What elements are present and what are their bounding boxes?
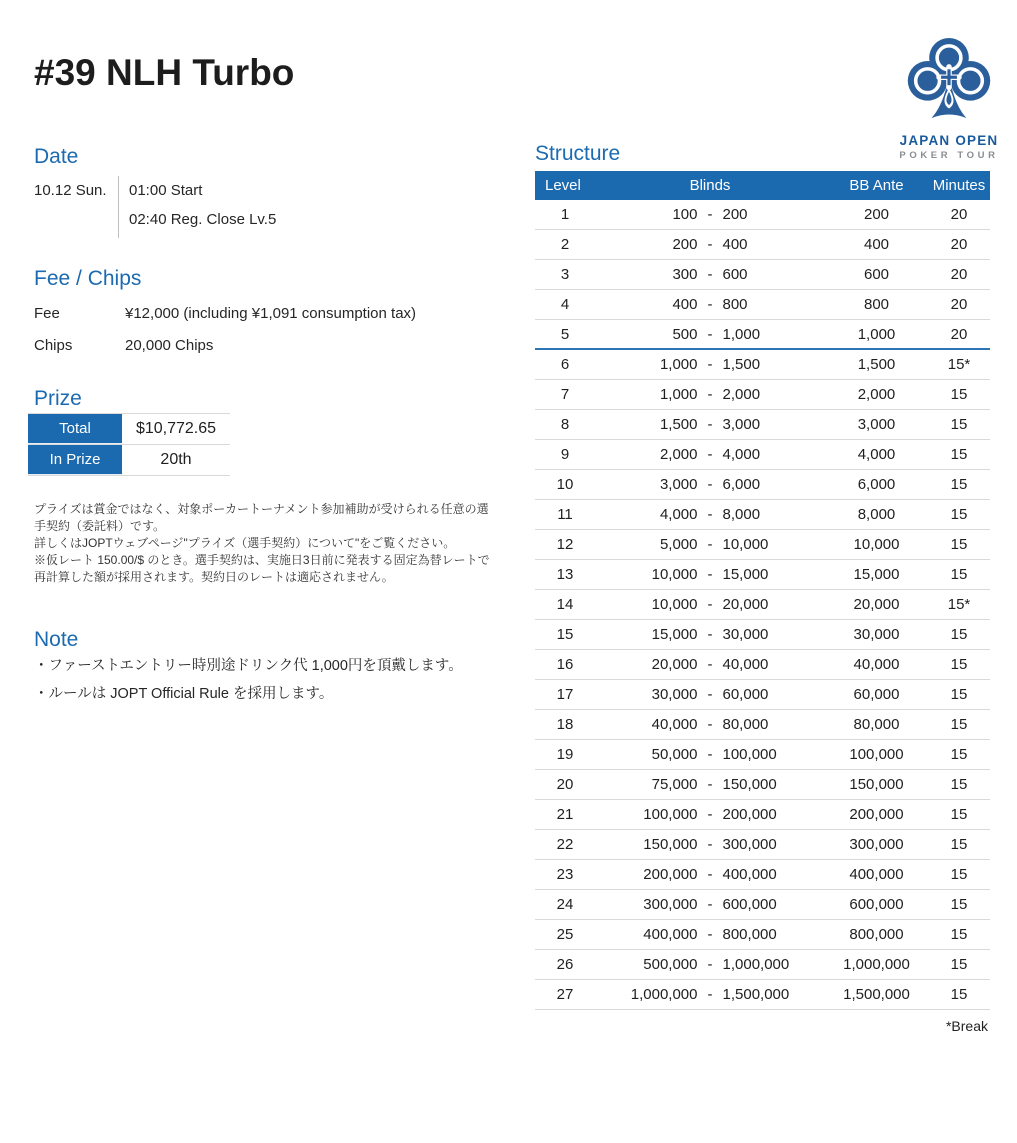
bb-ante-cell: 400,000 bbox=[849, 866, 904, 883]
structure-row-level-7 bbox=[535, 380, 990, 410]
small-blind-value: 50,000 bbox=[651, 746, 698, 763]
page-title: #39 NLH Turbo bbox=[34, 52, 295, 93]
small-blind-value: 4,000 bbox=[659, 506, 698, 523]
blinds-dash: - bbox=[707, 296, 713, 313]
level-cell: 23 bbox=[556, 866, 574, 883]
column-header-level: Level bbox=[545, 177, 581, 194]
small-blind-value: 5,000 bbox=[659, 536, 698, 553]
minutes-cell: 15 bbox=[950, 716, 968, 733]
blinds-dash: - bbox=[707, 566, 713, 583]
structure-row-level-18 bbox=[535, 710, 990, 740]
minutes-cell: 15* bbox=[947, 596, 971, 613]
level-cell: 13 bbox=[556, 566, 574, 583]
prize-total-label: Total bbox=[28, 414, 122, 444]
structure-row-level-19 bbox=[535, 740, 990, 770]
big-blind-value: 8,000 bbox=[722, 506, 761, 523]
small-blind-value: 200 bbox=[672, 236, 698, 253]
blinds-cell bbox=[595, 830, 825, 859]
chips-label: Chips bbox=[34, 337, 73, 354]
blinds-cell bbox=[595, 740, 825, 769]
small-blind-value: 1,000 bbox=[659, 356, 698, 373]
blinds-dash: - bbox=[707, 596, 713, 613]
structure-row-level-3 bbox=[535, 260, 990, 290]
structure-table bbox=[535, 171, 990, 1010]
level-cell: 14 bbox=[556, 596, 574, 613]
level-cell: 15 bbox=[556, 626, 574, 643]
structure-row-level-8 bbox=[535, 410, 990, 440]
blinds-cell bbox=[595, 290, 825, 319]
bb-ante-cell: 8,000 bbox=[857, 506, 896, 523]
structure-row-level-11 bbox=[535, 500, 990, 530]
blinds-cell bbox=[595, 470, 825, 499]
jopt-logo bbox=[889, 34, 1009, 161]
prize-total-row bbox=[28, 413, 230, 444]
level-cell: 2 bbox=[560, 236, 570, 253]
level-cell: 22 bbox=[556, 836, 574, 853]
date-section bbox=[34, 146, 334, 240]
small-blind-value: 30,000 bbox=[651, 686, 698, 703]
bb-ante-cell: 800,000 bbox=[849, 926, 904, 943]
structure-row-level-9 bbox=[535, 440, 990, 470]
fee-row bbox=[34, 305, 494, 322]
prize-inprize-row bbox=[28, 444, 230, 475]
bb-ante-cell: 6,000 bbox=[857, 476, 896, 493]
minutes-cell: 20 bbox=[950, 236, 968, 253]
note-heading: Note bbox=[34, 628, 79, 651]
bb-ante-cell: 40,000 bbox=[853, 656, 900, 673]
level-cell: 17 bbox=[556, 686, 574, 703]
bb-ante-cell: 1,000,000 bbox=[843, 956, 910, 973]
level-cell: 26 bbox=[556, 956, 574, 973]
blinds-cell bbox=[595, 620, 825, 649]
blinds-cell bbox=[595, 320, 825, 348]
small-blind-value: 100,000 bbox=[643, 806, 698, 823]
small-blind-value: 10,000 bbox=[651, 566, 698, 583]
small-blind-value: 150,000 bbox=[643, 836, 698, 853]
structure-row-level-14 bbox=[535, 590, 990, 620]
blinds-dash: - bbox=[707, 446, 713, 463]
small-blind-value: 300 bbox=[672, 266, 698, 283]
blinds-cell bbox=[595, 200, 825, 229]
blinds-dash: - bbox=[707, 356, 713, 373]
blinds-cell bbox=[595, 260, 825, 289]
column-header-minutes: Minutes bbox=[932, 177, 986, 194]
small-blind-value: 3,000 bbox=[659, 476, 698, 493]
structure-row-level-13 bbox=[535, 560, 990, 590]
structure-table-header bbox=[535, 171, 990, 200]
minutes-cell: 20 bbox=[950, 326, 968, 343]
minutes-cell: 15 bbox=[950, 476, 968, 493]
club-logo-icon bbox=[901, 34, 997, 126]
prize-section bbox=[34, 387, 217, 468]
big-blind-value: 150,000 bbox=[722, 776, 777, 793]
blinds-dash: - bbox=[707, 236, 713, 253]
structure-row-level-25 bbox=[535, 920, 990, 950]
blinds-cell bbox=[595, 800, 825, 829]
structure-row-level-2 bbox=[535, 230, 990, 260]
big-blind-value: 3,000 bbox=[722, 416, 761, 433]
structure-row-level-22 bbox=[535, 830, 990, 860]
level-cell: 8 bbox=[560, 416, 570, 433]
minutes-cell: 15 bbox=[950, 926, 968, 943]
small-blind-value: 1,500 bbox=[659, 416, 698, 433]
blinds-cell bbox=[595, 860, 825, 889]
level-cell: 25 bbox=[556, 926, 574, 943]
small-blind-value: 300,000 bbox=[643, 896, 698, 913]
minutes-cell: 20 bbox=[950, 266, 968, 283]
blinds-cell bbox=[595, 530, 825, 559]
big-blind-value: 4,000 bbox=[722, 446, 761, 463]
bb-ante-cell: 1,500 bbox=[857, 356, 896, 373]
big-blind-value: 10,000 bbox=[722, 536, 769, 553]
structure-row-level-16 bbox=[535, 650, 990, 680]
column-header-blinds: Blinds bbox=[689, 177, 731, 194]
structure-section bbox=[535, 143, 990, 1034]
disclaimer-paragraph-3: ※仮レート 150.00/$ のとき。選手契約は、実施日3日前に発表する固定為替レートで再計算した額が採用されます。契約日のレートは適応されません。 bbox=[34, 553, 490, 584]
level-cell: 27 bbox=[556, 986, 574, 1003]
bb-ante-cell: 20,000 bbox=[853, 596, 900, 613]
bb-ante-cell: 100,000 bbox=[849, 746, 904, 763]
structure-row-level-24 bbox=[535, 890, 990, 920]
structure-row-level-10 bbox=[535, 470, 990, 500]
minutes-cell: 15 bbox=[950, 626, 968, 643]
level-cell: 6 bbox=[560, 356, 570, 373]
small-blind-value: 2,000 bbox=[659, 446, 698, 463]
minutes-cell: 15 bbox=[950, 836, 968, 853]
column-header-bb-ante: BB Ante bbox=[849, 177, 904, 194]
prize-total-value: $10,772.65 bbox=[135, 420, 217, 437]
blinds-cell bbox=[595, 350, 825, 379]
big-blind-value: 1,500 bbox=[722, 356, 761, 373]
blinds-cell bbox=[595, 950, 825, 979]
blinds-cell bbox=[595, 890, 825, 919]
blinds-dash: - bbox=[707, 896, 713, 913]
bb-ante-cell: 15,000 bbox=[853, 566, 900, 583]
structure-table-body bbox=[535, 200, 990, 1010]
blinds-cell bbox=[595, 560, 825, 589]
blinds-dash: - bbox=[707, 416, 713, 433]
structure-row-level-17 bbox=[535, 680, 990, 710]
structure-row-level-20 bbox=[535, 770, 990, 800]
small-blind-value: 500,000 bbox=[643, 956, 698, 973]
structure-row-level-1 bbox=[535, 200, 990, 230]
small-blind-value: 200,000 bbox=[643, 866, 698, 883]
blinds-cell bbox=[595, 500, 825, 529]
chips-row bbox=[34, 337, 494, 354]
big-blind-value: 6,000 bbox=[722, 476, 761, 493]
minutes-cell: 15 bbox=[950, 446, 968, 463]
fee-chips-heading: Fee / Chips bbox=[34, 267, 142, 290]
minutes-cell: 15 bbox=[950, 746, 968, 763]
big-blind-value: 60,000 bbox=[722, 686, 769, 703]
blinds-cell bbox=[595, 680, 825, 709]
level-cell: 12 bbox=[556, 536, 574, 553]
blinds-dash: - bbox=[707, 746, 713, 763]
small-blind-value: 1,000,000 bbox=[630, 986, 698, 1003]
minutes-cell: 15 bbox=[950, 386, 968, 403]
bb-ante-cell: 200,000 bbox=[849, 806, 904, 823]
blinds-dash: - bbox=[707, 776, 713, 793]
level-cell: 10 bbox=[556, 476, 574, 493]
small-blind-value: 400,000 bbox=[643, 926, 698, 943]
big-blind-value: 100,000 bbox=[722, 746, 777, 763]
bb-ante-cell: 1,000 bbox=[857, 326, 896, 343]
blinds-dash: - bbox=[707, 866, 713, 883]
level-cell: 4 bbox=[560, 296, 570, 313]
bb-ante-cell: 4,000 bbox=[857, 446, 896, 463]
big-blind-value: 200,000 bbox=[722, 806, 777, 823]
minutes-cell: 15 bbox=[950, 656, 968, 673]
prize-table bbox=[28, 413, 230, 476]
big-blind-value: 80,000 bbox=[722, 716, 769, 733]
blinds-dash: - bbox=[707, 266, 713, 283]
logo-text-poker-tour: POKER TOUR bbox=[899, 150, 999, 161]
level-cell: 19 bbox=[556, 746, 574, 763]
blinds-cell bbox=[595, 770, 825, 799]
prize-inprize-value: 20th bbox=[160, 451, 192, 468]
blinds-dash: - bbox=[707, 626, 713, 643]
disclaimer-paragraph-1: プライズは賞金ではなく、対象ポーカートーナメント参加補助が受けられる任意の選手契約（委託料）です。 bbox=[34, 502, 489, 533]
level-cell: 18 bbox=[556, 716, 574, 733]
chips-value: 20,000 Chips bbox=[125, 337, 214, 354]
bb-ante-cell: 400 bbox=[863, 236, 890, 253]
minutes-cell: 15 bbox=[950, 896, 968, 913]
bb-ante-cell: 10,000 bbox=[853, 536, 900, 553]
blinds-dash: - bbox=[707, 986, 713, 1003]
small-blind-value: 10,000 bbox=[651, 596, 698, 613]
blinds-dash: - bbox=[707, 956, 713, 973]
bb-ante-cell: 200 bbox=[863, 206, 890, 223]
date-heading: Date bbox=[34, 145, 79, 168]
logo-text-japan-open: JAPAN OPEN bbox=[899, 133, 999, 148]
bb-ante-cell: 300,000 bbox=[849, 836, 904, 853]
bb-ante-cell: 600,000 bbox=[849, 896, 904, 913]
reg-close-time: 02:40 Reg. Close Lv.5 bbox=[129, 211, 277, 228]
bb-ante-cell: 150,000 bbox=[849, 776, 904, 793]
structure-row-level-27 bbox=[535, 980, 990, 1010]
big-blind-value: 200 bbox=[722, 206, 748, 223]
minutes-cell: 15 bbox=[950, 956, 968, 973]
blinds-cell bbox=[595, 230, 825, 259]
prize-disclaimer bbox=[34, 501, 492, 586]
minutes-cell: 15 bbox=[950, 536, 968, 553]
small-blind-value: 20,000 bbox=[651, 656, 698, 673]
big-blind-value: 1,500,000 bbox=[722, 986, 790, 1003]
bb-ante-cell: 30,000 bbox=[853, 626, 900, 643]
structure-row-level-5 bbox=[535, 320, 990, 350]
structure-row-level-26 bbox=[535, 950, 990, 980]
level-cell: 3 bbox=[560, 266, 570, 283]
structure-heading: Structure bbox=[535, 142, 621, 165]
bb-ante-cell: 600 bbox=[863, 266, 890, 283]
big-blind-value: 1,000 bbox=[722, 326, 761, 343]
big-blind-value: 400,000 bbox=[722, 866, 777, 883]
big-blind-value: 40,000 bbox=[722, 656, 769, 673]
note-item-drink: ・ファーストエントリー時別途ドリンク代 1,000円を頂戴します。 bbox=[34, 658, 463, 674]
level-cell: 7 bbox=[560, 386, 570, 403]
minutes-cell: 15 bbox=[950, 866, 968, 883]
blinds-dash: - bbox=[707, 806, 713, 823]
bb-ante-cell: 60,000 bbox=[853, 686, 900, 703]
small-blind-value: 75,000 bbox=[651, 776, 698, 793]
blinds-cell bbox=[595, 980, 825, 1009]
bb-ante-cell: 800 bbox=[863, 296, 890, 313]
bb-ante-cell: 1,500,000 bbox=[843, 986, 910, 1003]
minutes-cell: 15* bbox=[947, 356, 971, 373]
blinds-cell bbox=[595, 410, 825, 439]
big-blind-value: 800,000 bbox=[722, 926, 777, 943]
minutes-cell: 15 bbox=[950, 986, 968, 1003]
big-blind-value: 1,000,000 bbox=[722, 956, 790, 973]
blinds-dash: - bbox=[707, 536, 713, 553]
small-blind-value: 15,000 bbox=[651, 626, 698, 643]
big-blind-value: 400 bbox=[722, 236, 748, 253]
prize-heading: Prize bbox=[34, 387, 82, 410]
level-cell: 20 bbox=[556, 776, 574, 793]
big-blind-value: 600,000 bbox=[722, 896, 777, 913]
big-blind-value: 800 bbox=[722, 296, 748, 313]
note-section bbox=[34, 629, 494, 707]
structure-row-level-15 bbox=[535, 620, 990, 650]
small-blind-value: 500 bbox=[672, 326, 698, 343]
start-time: 01:00 Start bbox=[129, 182, 203, 199]
blinds-cell bbox=[595, 440, 825, 469]
structure-row-level-21 bbox=[535, 800, 990, 830]
minutes-cell: 15 bbox=[950, 566, 968, 583]
minutes-cell: 15 bbox=[950, 416, 968, 433]
blinds-dash: - bbox=[707, 206, 713, 223]
blinds-cell bbox=[595, 710, 825, 739]
date-value: 10.12 Sun. bbox=[34, 182, 107, 199]
blinds-cell bbox=[595, 590, 825, 619]
blinds-dash: - bbox=[707, 476, 713, 493]
structure-row-level-23 bbox=[535, 860, 990, 890]
bb-ante-cell: 80,000 bbox=[853, 716, 900, 733]
level-cell: 5 bbox=[560, 326, 570, 343]
small-blind-value: 100 bbox=[672, 206, 698, 223]
big-blind-value: 30,000 bbox=[722, 626, 769, 643]
minutes-cell: 15 bbox=[950, 776, 968, 793]
blinds-dash: - bbox=[707, 686, 713, 703]
big-blind-value: 20,000 bbox=[722, 596, 769, 613]
structure-row-level-12 bbox=[535, 530, 990, 560]
big-blind-value: 15,000 bbox=[722, 566, 769, 583]
fee-chips-section bbox=[34, 268, 494, 354]
blinds-dash: - bbox=[707, 656, 713, 673]
blinds-dash: - bbox=[707, 716, 713, 733]
blinds-dash: - bbox=[707, 386, 713, 403]
blinds-dash: - bbox=[707, 506, 713, 523]
level-cell: 16 bbox=[556, 656, 574, 673]
blinds-cell bbox=[595, 650, 825, 679]
small-blind-value: 400 bbox=[672, 296, 698, 313]
break-footnote: *Break bbox=[945, 1018, 988, 1034]
structure-row-level-4 bbox=[535, 290, 990, 320]
minutes-cell: 20 bbox=[950, 206, 968, 223]
small-blind-value: 40,000 bbox=[651, 716, 698, 733]
level-cell: 1 bbox=[560, 206, 570, 223]
small-blind-value: 1,000 bbox=[659, 386, 698, 403]
prize-inprize-label: In Prize bbox=[28, 445, 122, 475]
minutes-cell: 15 bbox=[950, 686, 968, 703]
minutes-cell: 20 bbox=[950, 296, 968, 313]
level-cell: 9 bbox=[560, 446, 570, 463]
note-item-rule: ・ルールは JOPT Official Rule を採用します。 bbox=[34, 686, 334, 702]
fee-value: ¥12,000 (including ¥1,091 consumption tax) bbox=[125, 305, 417, 322]
big-blind-value: 300,000 bbox=[722, 836, 777, 853]
disclaimer-paragraph-2: 詳しくはJOPTウェブページ"プライズ（選手契約）について"をご覧ください。 bbox=[34, 536, 456, 550]
blinds-dash: - bbox=[707, 326, 713, 343]
level-cell: 11 bbox=[557, 506, 573, 523]
big-blind-value: 2,000 bbox=[722, 386, 761, 403]
blinds-dash: - bbox=[707, 836, 713, 853]
structure-row-level-6 bbox=[535, 350, 990, 380]
bb-ante-cell: 2,000 bbox=[857, 386, 896, 403]
minutes-cell: 15 bbox=[950, 506, 968, 523]
big-blind-value: 600 bbox=[722, 266, 748, 283]
bb-ante-cell: 3,000 bbox=[857, 416, 896, 433]
level-cell: 21 bbox=[556, 806, 574, 823]
fee-label: Fee bbox=[34, 305, 60, 322]
blinds-dash: - bbox=[707, 926, 713, 943]
blinds-cell bbox=[595, 920, 825, 949]
minutes-cell: 15 bbox=[950, 806, 968, 823]
level-cell: 24 bbox=[556, 896, 574, 913]
blinds-cell bbox=[595, 380, 825, 409]
